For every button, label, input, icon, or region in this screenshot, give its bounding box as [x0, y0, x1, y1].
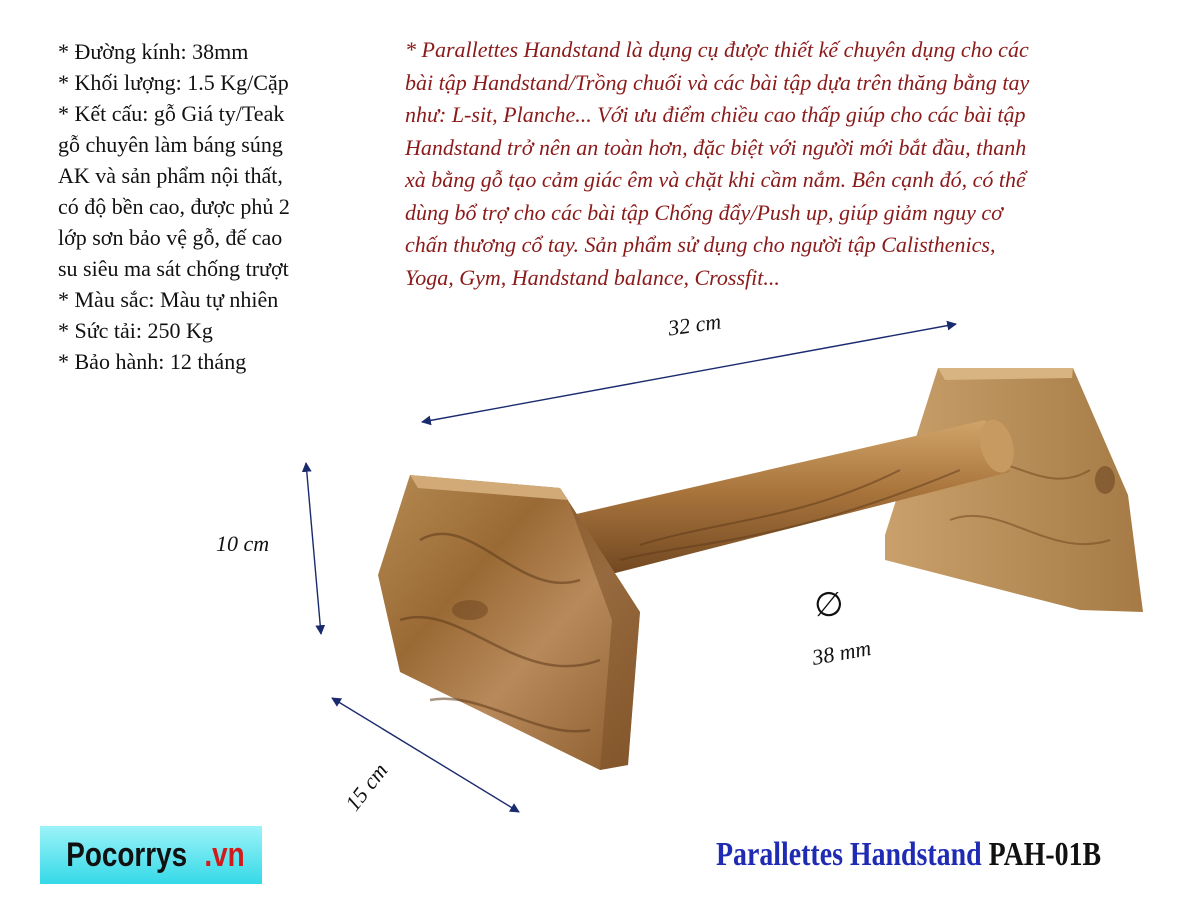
spec-line: * Bảo hành: 12 tháng	[58, 349, 247, 374]
product-name: Parallettes Handstand	[716, 836, 982, 873]
depth-label: 15 cm	[340, 758, 393, 816]
length-label: 32 cm	[666, 308, 723, 341]
spec-line: * Đường kính: 38mm	[58, 39, 249, 64]
description-line: bài tập Handstand/Trồng chuối và các bài tập dựa trên thăng bằng tay	[405, 69, 1030, 95]
description-line: chấn thương cổ tay. Sản phẩm sử dụng cho người tập Calisthenics,	[405, 232, 996, 257]
height-label: 10 cm	[216, 531, 270, 556]
description-line: xà bằng gỗ tạo cảm giác êm và chặt khi cầm nắm. Bên cạnh đó, có thể	[405, 167, 1026, 192]
spec-line: * Sức tải: 250 Kg	[58, 318, 213, 343]
description-line: * Parallettes Handstand là dụng cụ được thiết kế chuyên dụng cho các	[405, 37, 1029, 62]
brand-name: Pocorrys	[66, 835, 187, 874]
product-model: PAH-01B	[988, 836, 1102, 873]
description-line: Handstand trở nên an toàn hơn, đặc biệt với người mới bắt đầu, thanh	[405, 134, 1027, 160]
spec-line: có độ bền cao, được phủ 2	[58, 194, 290, 219]
brand-logo	[40, 826, 262, 884]
description-line: dùng bổ trợ cho các bài tập Chống đẩy/Push up, giúp giảm nguy cơ	[405, 199, 1003, 225]
diameter-icon: ∅	[814, 585, 844, 625]
brand-tld: .vn	[204, 835, 245, 874]
height-arrow	[306, 463, 321, 634]
diameter-label: 38 mm	[810, 635, 873, 670]
spec-line: * Màu sắc: Màu tự nhiên	[58, 287, 279, 312]
description-line: như: L-sit, Planche... Với ưu điểm chiều cao thấp giúp cho các bài tập	[405, 102, 1026, 127]
spec-line: lớp sơn bảo vệ gỗ, đế cao	[58, 225, 283, 250]
spec-line: AK và sản phẩm nội thất,	[58, 163, 283, 188]
spec-line: * Kết cấu: gỗ Giá ty/Teak	[58, 101, 285, 126]
description-line: Yoga, Gym, Handstand balance, Crossfit...	[405, 264, 780, 290]
spec-line: su siêu ma sát chống trượt	[58, 256, 289, 281]
product-title	[716, 836, 1101, 874]
spec-line: gỗ chuyên làm báng súng	[58, 132, 283, 157]
spec-line: * Khối lượng: 1.5 Kg/Cặp	[58, 70, 289, 95]
